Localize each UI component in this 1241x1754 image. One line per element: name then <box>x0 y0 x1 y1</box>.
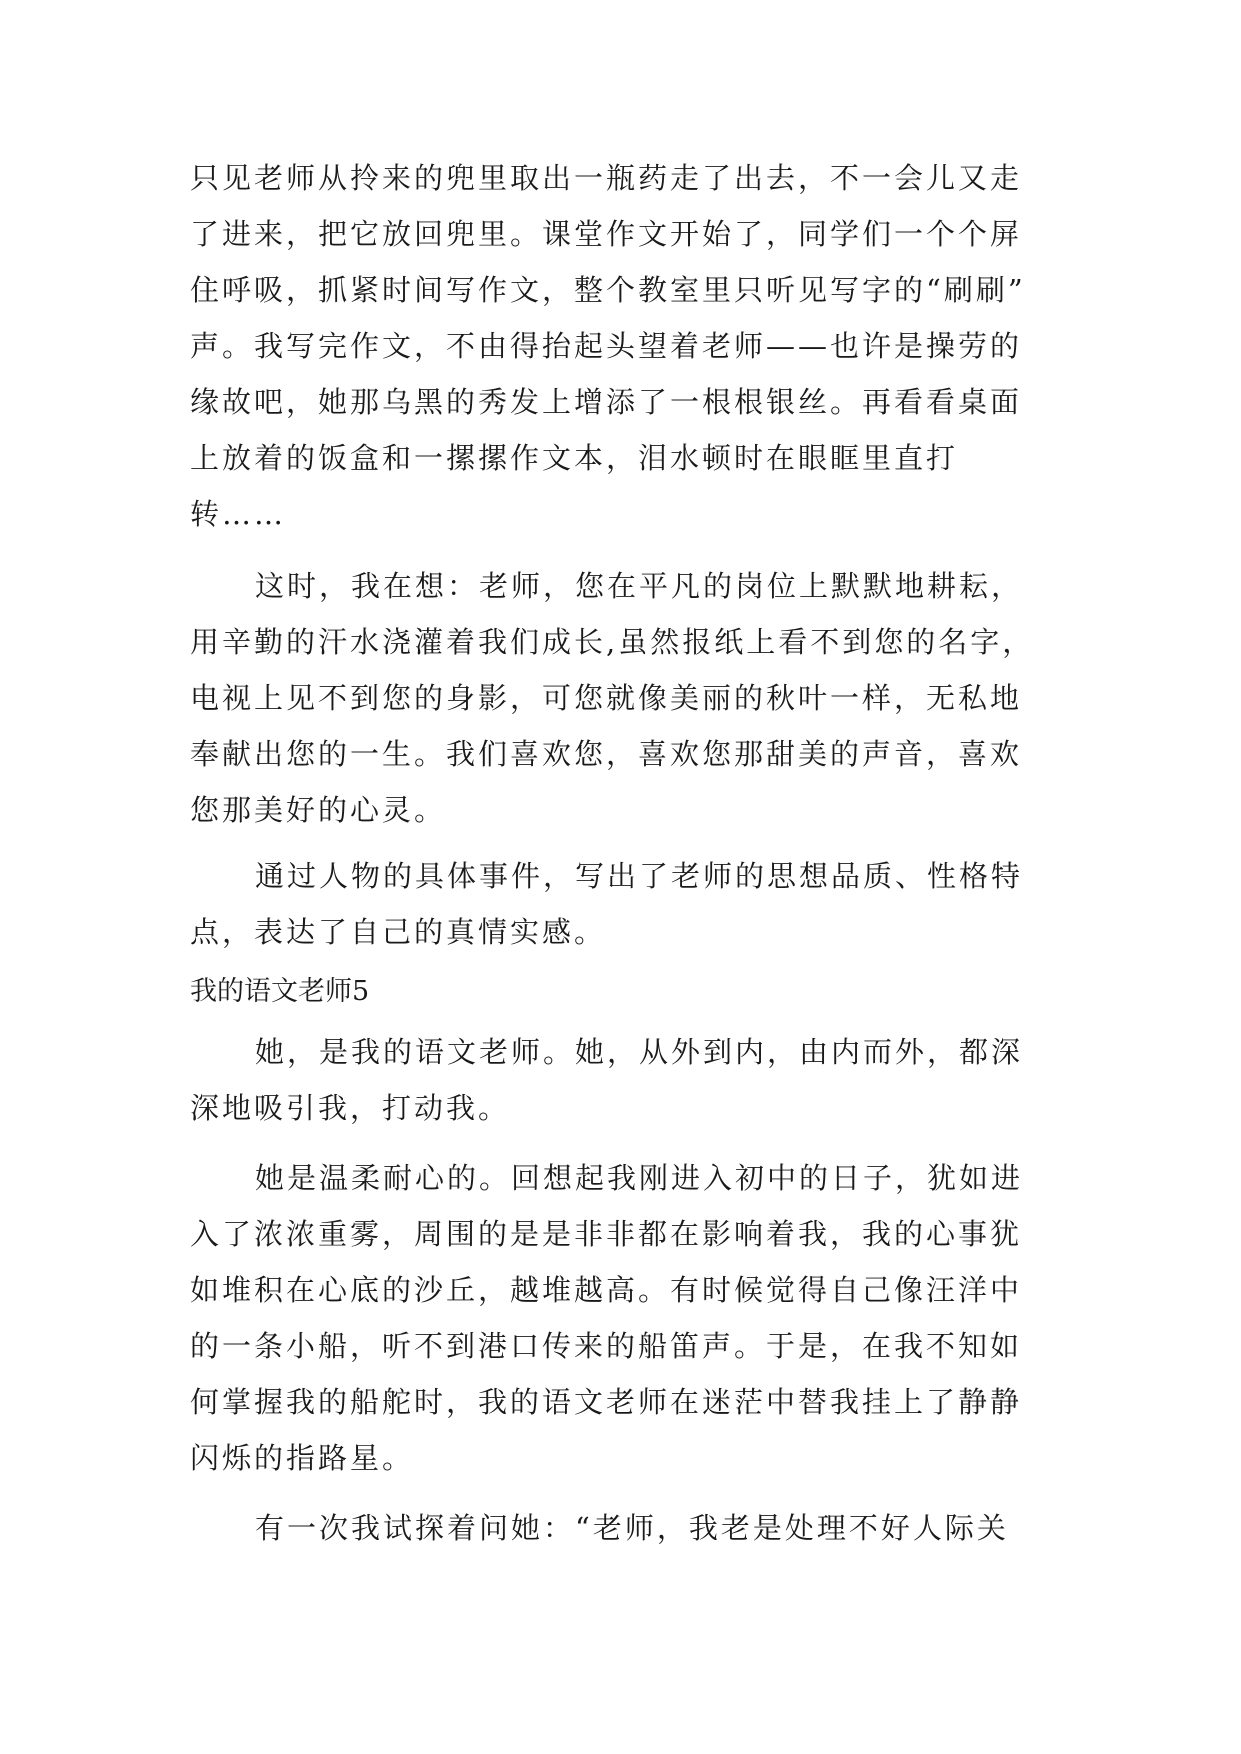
paragraph-1-line-6: 上放着的饭盒和一摞摞作文本，泪水顿时在眼眶里直打 <box>190 441 959 475</box>
paragraph-1-line-2: 了进来，把它放回兜里。课堂作文开始了，同学们一个个屏 <box>190 217 1023 251</box>
paragraph-2-line-3: 电视上见不到您的身影，可您就像美丽的秋叶一样，无私地 <box>190 681 1023 715</box>
paragraph-5-line-2: 深地吸引我，打动我。 <box>190 1091 511 1125</box>
paragraph-7-line-1: 有一次我试探着问她：“老师，我老是处理不好人际关 <box>255 1511 1009 1545</box>
paragraph-6-line-2: 入了浓浓重雾，周围的是是非非都在影响着我，我的心事犹 <box>190 1217 1023 1251</box>
paragraph-1-line-4: 声。我写完作文，不由得抬起头望着老师——也许是操劳的 <box>190 329 1023 363</box>
paragraph-1-line-1: 只见老师从拎来的兜里取出一瓶药走了出去，不一会儿又走 <box>190 161 1023 195</box>
paragraph-6-line-5: 何掌握我的船舵时，我的语文老师在迷茫中替我挂上了静静 <box>190 1385 1023 1419</box>
paragraph-1-line-7: 转…… <box>190 497 287 531</box>
paragraph-2-line-1: 这时，我在想：老师，您在平凡的岗位上默默地耕耘， <box>255 569 1024 603</box>
paragraph-1-line-3: 住呼吸，抓紧时间写作文，整个教室里只听见写字的“刷刷” <box>190 273 1026 307</box>
paragraph-2-line-2: 用辛勤的汗水浇灌着我们成长,虽然报纸上看不到您的名字， <box>190 625 1035 659</box>
section-heading: 我的语文老师5 <box>190 976 370 1007</box>
paragraph-1-line-5: 缘故吧，她那乌黑的秀发上增添了一根根银丝。再看看桌面 <box>190 385 1023 419</box>
paragraph-6-line-6: 闪烁的指路星。 <box>190 1441 415 1475</box>
paragraph-6-line-4: 的一条小船，听不到港口传来的船笛声。于是，在我不知如 <box>190 1329 1023 1363</box>
paragraph-2-line-4: 奉献出您的一生。我们喜欢您，喜欢您那甜美的声音，喜欢 <box>190 737 1023 771</box>
paragraph-3-line-1: 通过人物的具体事件，写出了老师的思想品质、性格特 <box>255 859 1024 893</box>
paragraph-2-line-5: 您那美好的心灵。 <box>190 793 447 827</box>
paragraph-5-line-1: 她，是我的语文老师。她，从外到内，由内而外，都深 <box>255 1035 1024 1069</box>
paragraph-6-line-3: 如堆积在心底的沙丘，越堆越高。有时候觉得自己像汪洋中 <box>190 1273 1023 1307</box>
paragraph-6-line-1: 她是温柔耐心的。回想起我刚进入初中的日子，犹如进 <box>255 1161 1024 1195</box>
paragraph-3-line-2: 点，表达了自己的真情实感。 <box>190 915 607 949</box>
